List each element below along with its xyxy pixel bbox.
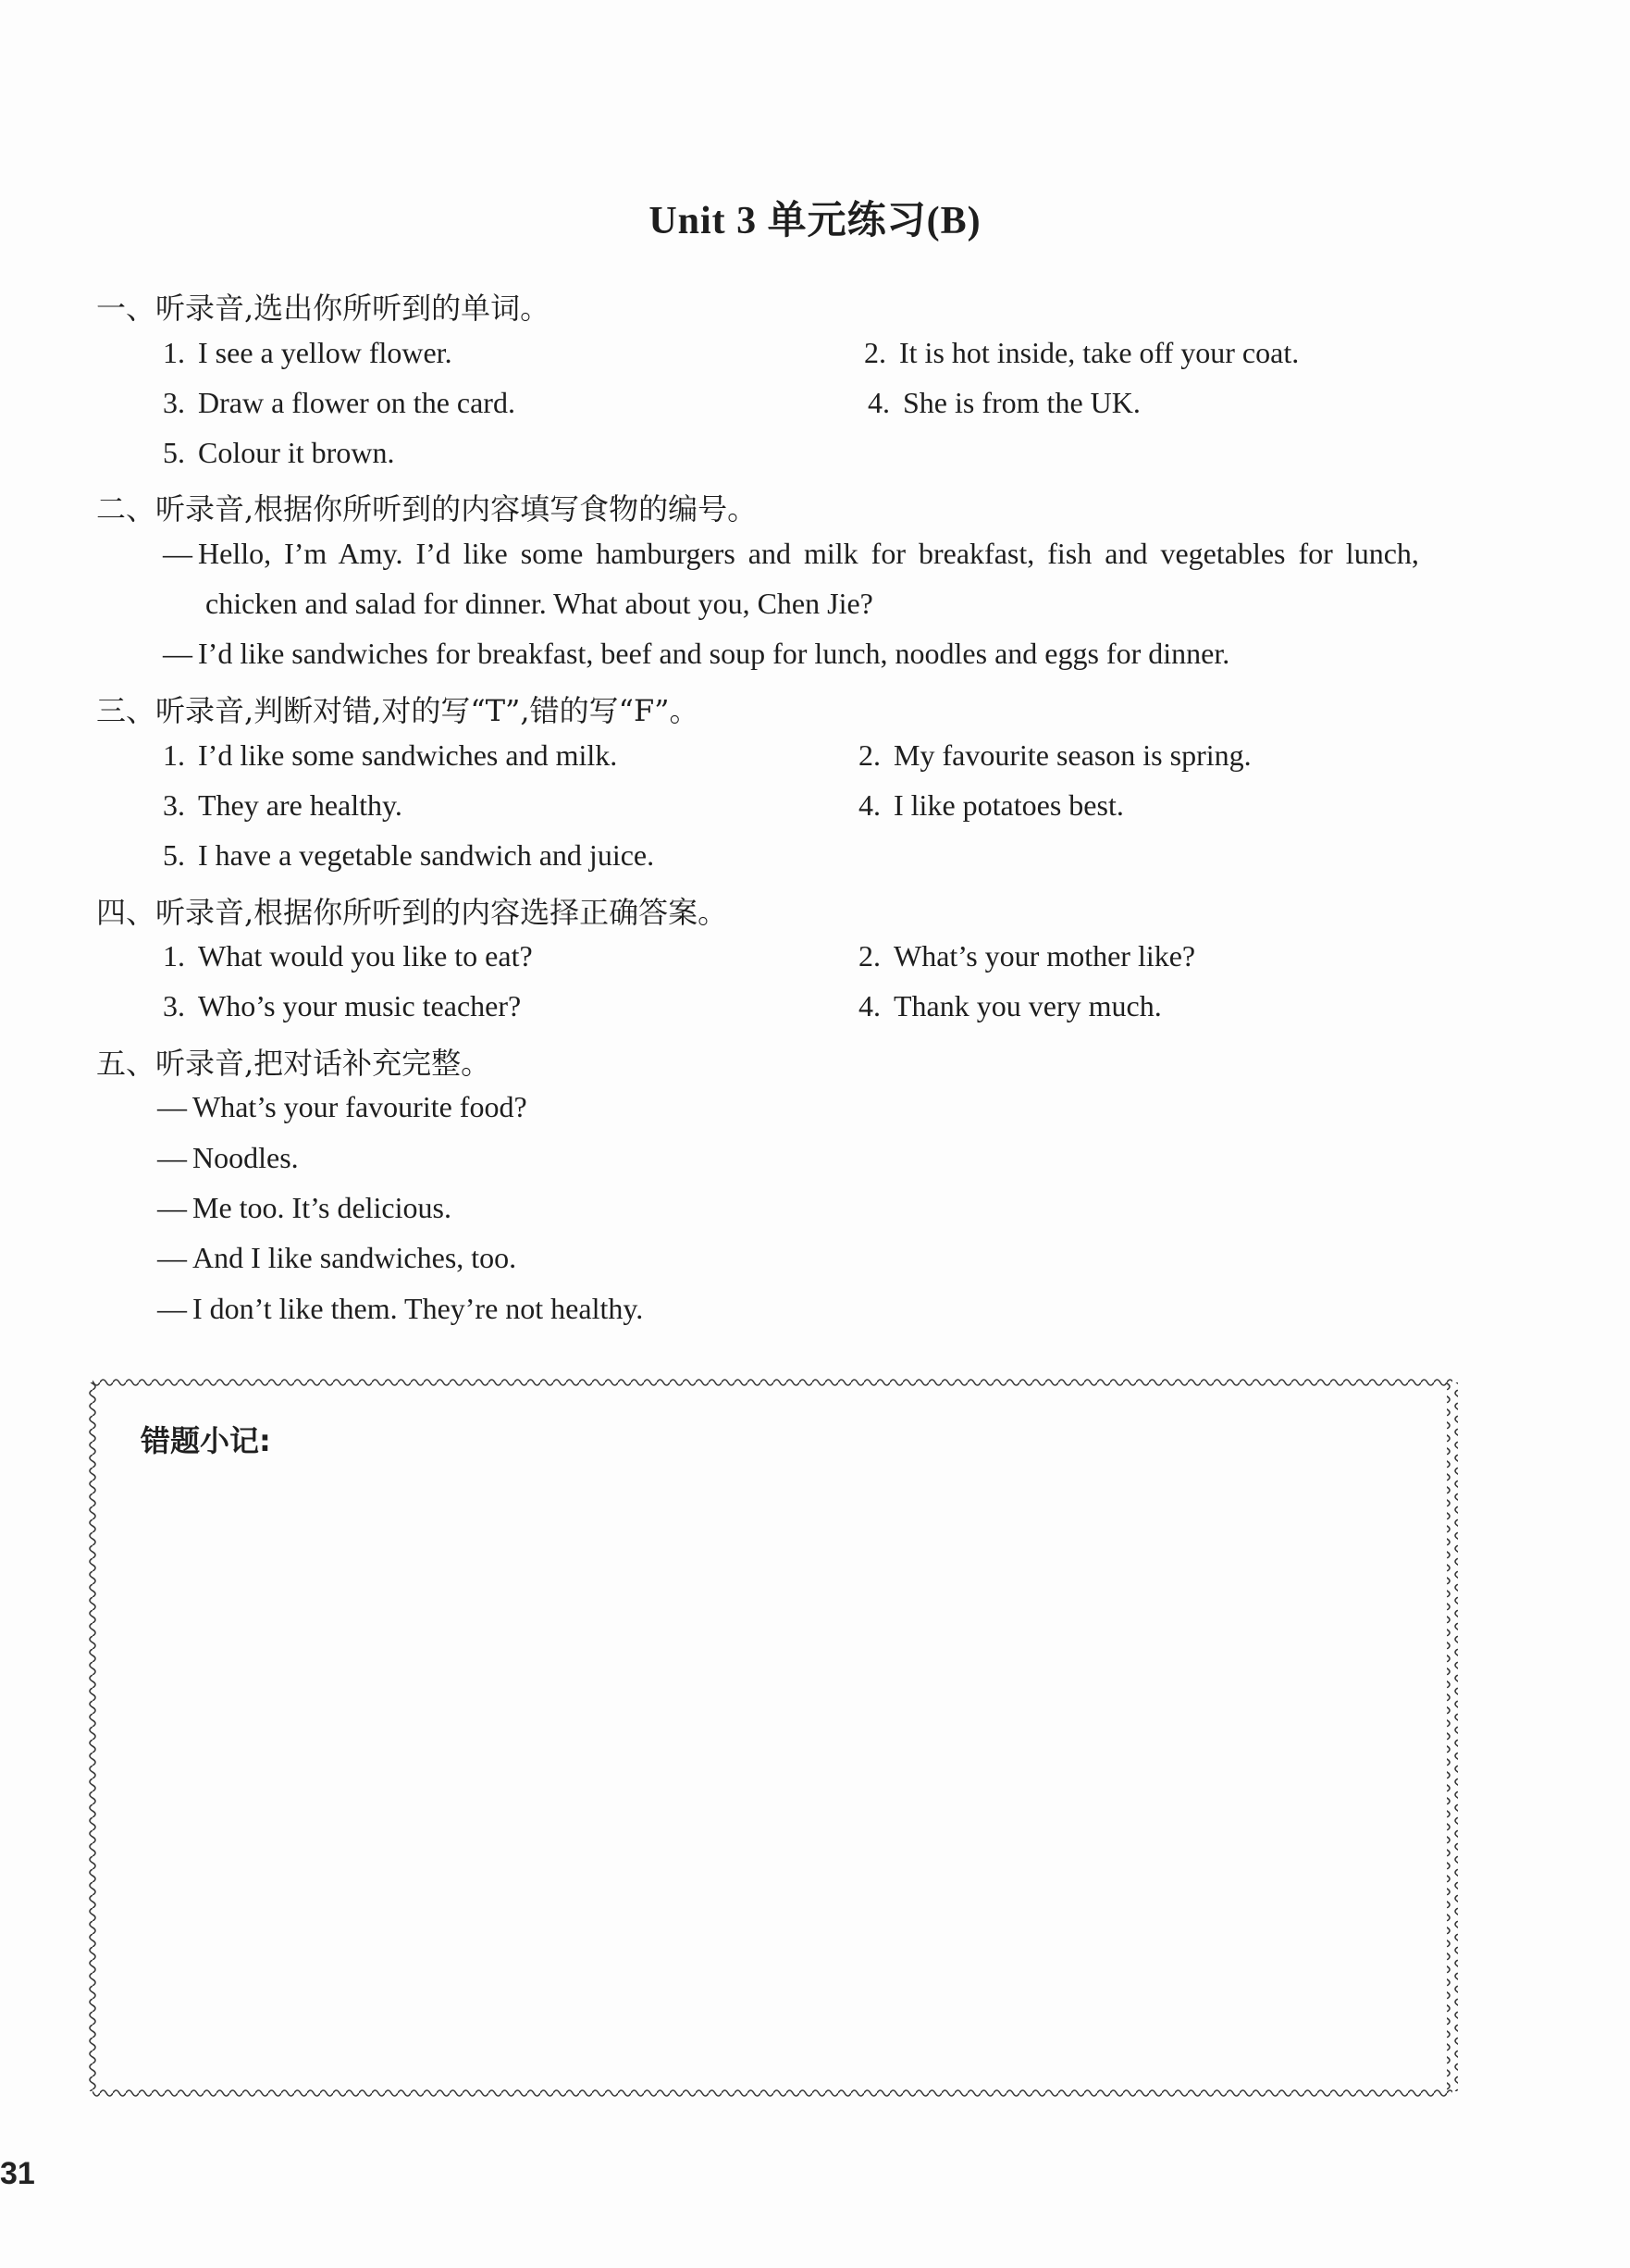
- item-text: I see a yellow flower.: [198, 336, 452, 369]
- item-number: 2.: [858, 738, 881, 772]
- decorative-wavy-border: [87, 1377, 1458, 2097]
- item-text: My favourite season is spring.: [894, 738, 1252, 772]
- section-5-dialog-line-5: [157, 1292, 643, 1326]
- item-text: I’d like some sandwiches and milk.: [198, 738, 618, 772]
- dialog-dash: —: [157, 1292, 187, 1325]
- dialog-text: I don’t like them. They’re not healthy.: [192, 1292, 644, 1325]
- item-number: 2.: [864, 336, 886, 369]
- section-5-dialog-line-2: [157, 1141, 299, 1175]
- item-text: What would you like to eat?: [198, 939, 533, 973]
- item-text: Who’s your music teacher?: [198, 989, 522, 1022]
- dialog-text: chicken and salad for dinner. What about you, Chen Jie?: [205, 587, 873, 620]
- item-number: 3.: [163, 788, 185, 822]
- page-number: 31: [0, 2156, 35, 2191]
- item-number: 4.: [858, 788, 881, 822]
- dialog-text: Hello, I’m Amy. I’d like some hamburgers and milk for breakfast, fish and vegetables for lunch,: [198, 537, 1419, 570]
- section-4-heading: 四、听录音,根据你所听到的内容选择正确答案。: [96, 895, 728, 930]
- section-1-heading: 一、听录音,选出你所听到的单词。: [96, 291, 550, 326]
- dialog-dash: —: [163, 537, 192, 570]
- section-1-item-3: [163, 386, 515, 420]
- section-2-dialog-line-3: [163, 637, 1229, 671]
- dialog-dash: —: [157, 1191, 187, 1224]
- item-text: It is hot inside, take off your coat.: [899, 336, 1300, 369]
- item-text: She is from the UK.: [903, 386, 1141, 419]
- dialog-text: What’s your favourite food?: [192, 1090, 527, 1123]
- item-text: I like potatoes best.: [894, 788, 1124, 822]
- item-number: 3.: [163, 989, 185, 1022]
- item-number: 5.: [163, 436, 185, 469]
- page-title: Unit 3 单元练习(B): [648, 200, 982, 242]
- dialog-dash: —: [157, 1090, 187, 1123]
- dialog-dash: —: [157, 1241, 187, 1274]
- section-3-item-5: [163, 838, 654, 873]
- section-4-item-2: [858, 939, 1195, 973]
- item-number: 1.: [163, 738, 185, 772]
- section-1-item-4: [868, 386, 1141, 420]
- section-3-item-3: [163, 788, 402, 823]
- item-text: What’s your mother like?: [894, 939, 1196, 973]
- item-number: 4.: [868, 386, 890, 419]
- section-1-item-1: [163, 336, 452, 370]
- section-2-heading: 二、听录音,根据你所听到的内容填写食物的编号。: [96, 491, 758, 527]
- section-5-dialog-line-3: [157, 1191, 451, 1225]
- mistake-notes-label: 错题小记:: [141, 1423, 271, 1458]
- item-number: 3.: [163, 386, 185, 419]
- section-5-dialog-line-4: [157, 1241, 516, 1275]
- item-text: Draw a flower on the card.: [198, 386, 515, 419]
- item-text: Thank you very much.: [894, 989, 1162, 1022]
- item-number: 2.: [858, 939, 881, 973]
- mistake-notes-box: [87, 1377, 1458, 2097]
- dialog-text: I’d like sandwiches for breakfast, beef and soup for lunch, noodles and eggs for dinner.: [198, 637, 1230, 670]
- section-4-item-4: [858, 989, 1162, 1023]
- item-number: 1.: [163, 336, 185, 369]
- section-3-heading: 三、听录音,判断对错,对的写“T”,错的写“F”。: [96, 693, 699, 728]
- dialog-dash: —: [163, 637, 192, 670]
- item-number: 5.: [163, 838, 185, 872]
- section-1-item-2: [864, 336, 1299, 370]
- section-5-dialog-line-1: [157, 1090, 527, 1124]
- section-4-item-3: [163, 989, 521, 1023]
- section-1-item-5: [163, 436, 394, 470]
- section-5-heading: 五、听录音,把对话补充完整。: [96, 1046, 491, 1081]
- dialog-dash: —: [157, 1141, 187, 1174]
- dialog-text: Noodles.: [192, 1141, 299, 1174]
- item-text: Colour it brown.: [198, 436, 395, 469]
- dialog-text: And I like sandwiches, too.: [192, 1241, 517, 1274]
- item-number: 1.: [163, 939, 185, 973]
- item-text: They are healthy.: [198, 788, 402, 822]
- section-3-item-1: [163, 738, 617, 773]
- section-3-item-2: [858, 738, 1252, 773]
- dialog-text: Me too. It’s delicious.: [192, 1191, 451, 1224]
- section-4-item-1: [163, 939, 533, 973]
- section-2-dialog-line-1: [163, 537, 1419, 571]
- item-number: 4.: [858, 989, 881, 1022]
- item-text: I have a vegetable sandwich and juice.: [198, 838, 655, 872]
- section-2-dialog-line-2: [205, 587, 873, 621]
- section-3-item-4: [858, 788, 1124, 823]
